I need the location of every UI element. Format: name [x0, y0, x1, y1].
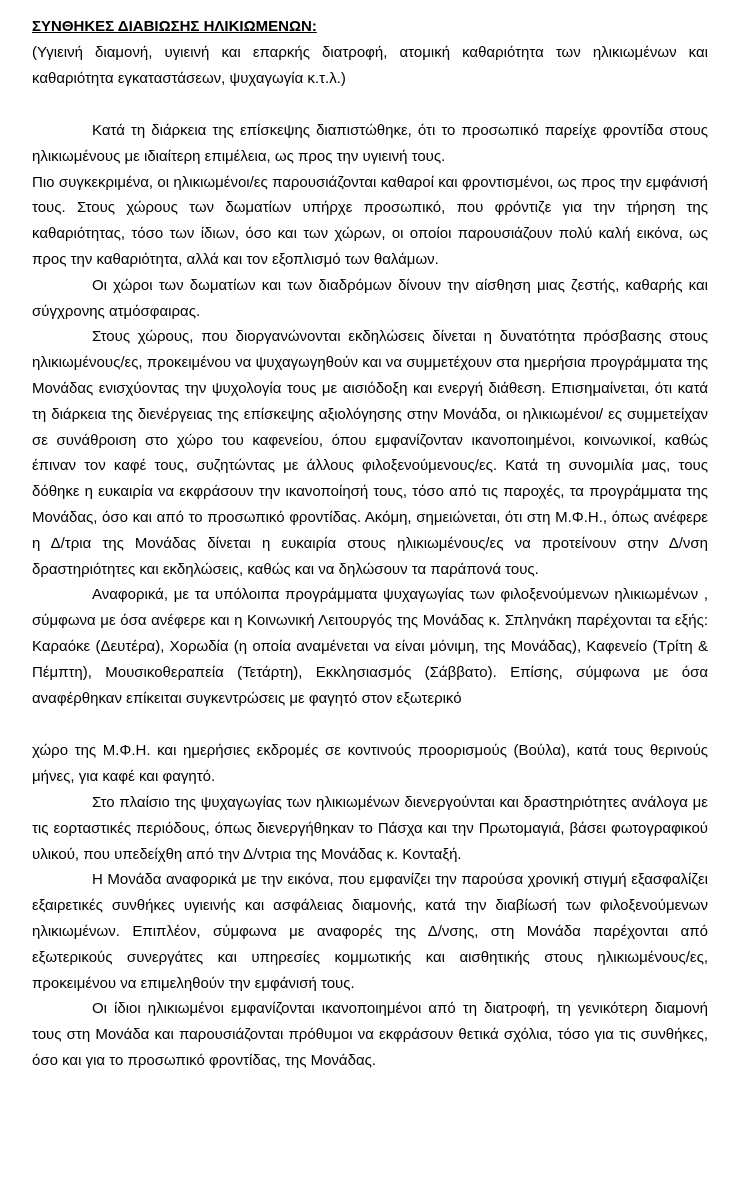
paragraph-outdoor-excursions: χώρο της Μ.Φ.Η. και ημερήσιες εκδρομές σε κοντινούς προορισμούς (Βούλα), κατά τους θερινούς μήνες, για καφέ και φαγητό.	[32, 742, 708, 786]
paragraph-hygiene-safety: Η Μονάδα αναφορικά με την εικόνα, που εμφανίζει την παρούσα χρονική στιγμή εξασφαλίζει εξαιρετικές συνθήκες υγιεινής και ασφάλειας διαμονής, κατά την διαβίωσή των φιλοξενούμενων ηλικιωμένων. Επιπλέον, σύμφωνα με αναφορές της Δ/νσης, στη Μονάδα παρέχονται από εξωτερικούς συνεργάτες και υπηρεσίες κομμωτικής και αισθητικής στους ηλικιωμένους/ες, προκειμένου να επιμεληθούν την εμφάνισή τους.	[32, 871, 708, 992]
section-subheading: (Υγιεινή διαμονή, υγιεινή και επαρκής διατροφή, ατομική καθαριότητα των ηλικιωμένων και καθαριότητα εγκαταστάσεων, ψυχαγωγία κ.τ.λ.)	[32, 44, 708, 87]
section-heading: ΣΥΝΘΗΚΕΣ ΔΙΑΒΙΩΣΗΣ ΗΛΙΚΙΩΜΕΝΩΝ:	[32, 18, 317, 35]
document-page	[32, 14, 708, 1074]
paragraph-cleanliness: Πιο συγκεκριμένα, οι ηλικιωμένοι/ες παρουσιάζονται καθαροί και φροντισμένοι, ως προς την εμφάνισή τους. Στους χώρους των δωματίων υπήρχε προσωπικό, που φρόντιζε για την τήρηση της καθαριότητας, τόσο των ίδιων, όσο και των χώρων, οι οποίοι παρουσιάζουν πολύ καλή εικόνα, ως προς την καθαριότητα, αλλά και τον εξοπλισμό των θαλάμων.	[32, 173, 708, 268]
paragraph-satisfaction: Οι ίδιοι ηλικιωμένοι εμφανίζονται ικανοποιημένοι από τη διατροφή, τη γενικότερη διαμονή τους στη Μονάδα και παρουσιάζονται πρόθυμοι να εκφράσουν θετικά σχόλια, τόσο για τις συνθήκες, όσο και για το προσωπικό φροντίδας, της Μονάδας.	[32, 1000, 708, 1069]
paragraph-events-access: Στους χώρους, που διοργανώνονται εκδηλώσεις δίνεται η δυνατότητα πρόσβασης στους ηλικιωμένους/ες, προκειμένου να ψυχαγωγηθούν και να συμμετέχουν στα ημερήσια προγράμματα της Μονάδας ενισχύοντας την ψυχολογία τους με αισιόδοξη και ενεργή διάθεση. Επισημαίνεται, ότι κατά τη διάρκεια της διενέργειας της επίσκεψης αξιολόγησης στην Μονάδα, οι ηλικιωμένοι/ ες συμμετείχαν σε συνάθροιση στο χώρο του καφενείου, όπου εμφανίζονταν ικανοποιημένοι, κοινωνικοί, καθώς έπιναν τον καφέ τους, συζητώντας με άλλους φιλοξενούμενους/ες. Κατά τη συνομιλία μας, τους δόθηκε η ευκαιρία να εκφράσουν την ικανοποίησή τους, τόσο από τις παροχές, τα προγράμματα της Μονάδας, όσο και από το προσωπικό φροντίδας. Ακόμη, σημειώνεται, ότι στη Μ.Φ.Η., όπως ανέφερε η Δ/τρια της Μονάδας δίνεται η ευκαιρία στους ηλικιωμένους/ες να προτείνουν στην Δ/νση δραστηριότητες και εκδηλώσεις, καθώς και να δηλώσουν τα παράπονά τους.	[32, 328, 708, 578]
spacer	[32, 711, 708, 738]
paragraph-staff-care: Κατά τη διάρκεια της επίσκεψης διαπιστώθηκε, ότι το προσωπικό παρείχε φροντίδα στους ηλικιωμένους με ιδιαίτερη επιμέλεια, ως προς την υγιεινή τους.	[32, 122, 708, 165]
paragraph-entertainment-programs: Αναφορικά, με τα υπόλοιπα προγράμματα ψυχαγωγίας των φιλοξενούμενων ηλικιωμένων , σύμφωνα με όσα ανέφερε και η Κοινωνική Λειτουργός της Μονάδας κ. Σπληνάκη παρέχονται τα εξής: Καραόκε (Δευτέρα), Χορωδία (η οποία αναμένεται να είναι μόνιμη, της Μονάδας), Καφενείο (Τρίτη & Πέμπτη), Μουσικοθεραπεία (Τετάρτη), Εκκλησιασμός (Σάββατο). Επίσης, σύμφωνα με όσα αναφέρθηκαν επίκειται συγκεντρώσεις με φαγητό στον εξωτερικό	[32, 586, 708, 707]
paragraph-atmosphere: Οι χώροι των δωματίων και των διαδρόμων δίνουν την αίσθηση μιας ζεστής, καθαρής και σύγχρονης ατμόσφαιρας.	[32, 276, 708, 320]
paragraph-seasonal-activities: Στο πλαίσιο της ψυχαγωγίας των ηλικιωμένων διενεργούνται και δραστηριότητες ανάλογα με τις εορταστικές περιόδους, όπως διενεργήθηκαν το Πάσχα και την Πρωτομαγιά, βάσει φωτογραφικού υλικού, που υπεδείχθη από την Δ/ντρια της Μονάδας κ. Κονταξή.	[32, 793, 708, 863]
spacer	[32, 92, 708, 118]
